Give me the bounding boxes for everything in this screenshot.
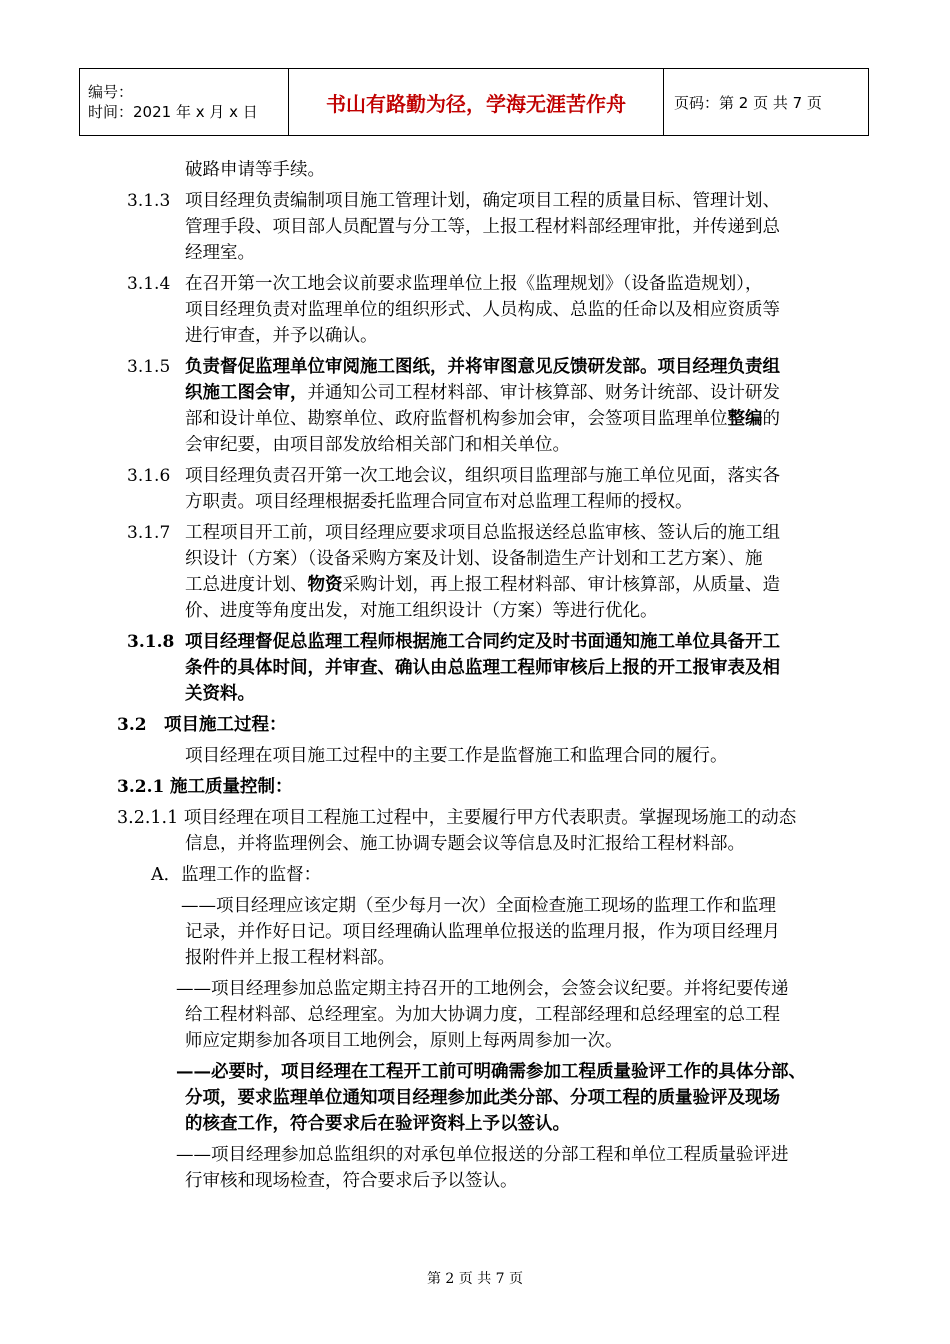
paragraph-line: 进行审查，并予以确认。 bbox=[185, 326, 378, 346]
paragraph-line: 工程项目开工前，项目经理应要求项目总监报送经总监审核、签认后的施工组 bbox=[185, 523, 780, 543]
section-number: 3.2.1 bbox=[117, 777, 165, 797]
header-meta bbox=[80, 69, 289, 136]
paragraph-line: 报附件并上报工程材料部。 bbox=[185, 948, 395, 968]
paragraph-line: 项目经理督促总监理工程师根据施工合同约定及时书面通知施工单位具备开工 bbox=[185, 632, 780, 652]
paragraph-line: 记录，并作好日记。项目经理确认监理单位报送的监理月报，作为项目经理月 bbox=[185, 922, 780, 942]
paragraph-line: 项目经理负责召开第一次工地会议，组织项目监理部与施工单位见面，落实各 bbox=[185, 466, 780, 486]
paragraph-line: ——项目经理应该定期（至少每月一次）全面检查施工现场的监理工作和监理 bbox=[181, 896, 776, 916]
text-run: 的 bbox=[762, 409, 780, 429]
paragraph-line: 管理手段、项目部人员配置与分工等，上报工程材料部经理审批，并传递到总 bbox=[185, 217, 780, 237]
paragraph-line: 行审核和现场检查，符合要求后予以签认。 bbox=[185, 1171, 518, 1191]
section-heading: 项目施工过程： bbox=[164, 715, 287, 735]
bold-text: 物资 bbox=[307, 575, 343, 595]
paragraph-line: 负责督促监理单位审阅施工图纸，并将审图意见反馈研发部。项目经理负责组 bbox=[185, 357, 780, 377]
header-motto: 书山有路勤为径，学海无涯苦作舟 bbox=[289, 69, 664, 136]
paragraph-line: 会审纪要，由项目部发放给相关部门和相关单位。 bbox=[185, 435, 570, 455]
section-number: 3.1.8 bbox=[127, 632, 175, 652]
paragraph-line: 给工程材料部、总经理室。为加大协调力度，工程部经理和总经理室的总工程 bbox=[185, 1005, 780, 1025]
paragraph-line: ——项目经理参加总监组织的对承包单位报送的分部工程和单位工程质量验评进 bbox=[176, 1145, 789, 1165]
paragraph-line: 分项，要求监理单位通知项目经理参加此类分部、分项工程的质量验评及现场 bbox=[185, 1088, 780, 1108]
paragraph-line: 师应定期参加各项目工地例会，原则上每两周参加一次。 bbox=[185, 1031, 623, 1051]
bold-text: 织施工图会审， bbox=[185, 383, 308, 403]
paragraph-line bbox=[185, 382, 780, 404]
paragraph-line: 项目经理负责编制项目施工管理计划，确定项目工程的质量目标、管理计划、 bbox=[185, 191, 780, 211]
paragraph-line: 方职责。项目经理根据委托监理合同宣布对总监理工程师的授权。 bbox=[185, 492, 693, 512]
paragraph-line: 价、进度等角度出发，对施工组织设计（方案）等进行优化。 bbox=[185, 601, 658, 621]
paragraph-line: 织设计（方案）（设备采购方案及计划、设备制造生产计划和工艺方案）、施 bbox=[185, 549, 763, 569]
section-number: 3.1.4 bbox=[127, 274, 171, 294]
subsection-heading: A．监理工作的监督： bbox=[151, 865, 322, 885]
section-number: 3.1.5 bbox=[127, 357, 171, 377]
page-footer: 第 2 页 共 7 页 bbox=[426, 1271, 524, 1287]
paragraph-line bbox=[185, 408, 780, 430]
paragraph-line: ——必要时，项目经理在工程开工前可明确需参加工程质量验评工作的具体分部、 bbox=[176, 1062, 806, 1082]
paragraph-line: 破路申请等手续。 bbox=[185, 160, 325, 180]
paragraph-line: 在召开第一次工地会议前要求监理单位上报《监理规划》（设备监造规划）， bbox=[185, 274, 763, 294]
text-run: 部和设计单位、勘察单位、政府监督机构参加会审，会签项目监理单位 bbox=[185, 409, 728, 429]
text-run: 工总进度计划、 bbox=[185, 575, 308, 595]
text-run: 采购计划，再上报工程材料部、审计核算部，从质量、造 bbox=[342, 575, 780, 595]
text-run: 并通知公司工程材料部、审计核算部、财务计统部、设计研发 bbox=[307, 383, 780, 403]
paragraph-line: ——项目经理参加总监定期主持召开的工地例会，会签会议纪要。并将纪要传递 bbox=[176, 979, 789, 999]
header-table bbox=[79, 68, 869, 136]
section-heading: 施工质量控制： bbox=[170, 777, 293, 797]
paragraph-line: 经理室。 bbox=[185, 243, 255, 263]
paragraph-line bbox=[185, 574, 780, 596]
bold-text: 整编 bbox=[727, 409, 763, 429]
paragraph-line: 项目经理负责对监理单位的组织形式、人员构成、总监的任命以及相应资质等 bbox=[185, 300, 780, 320]
paragraph-line: 关资料。 bbox=[185, 684, 255, 704]
paragraph-line: 3.2.1.1 项目经理在项目工程施工过程中，主要履行甲方代表职责。掌握现场施工的动态 bbox=[117, 808, 797, 828]
section-number: 3.2 bbox=[117, 715, 147, 735]
header-page-info: 页码：第 2 页 共 7 页 bbox=[664, 69, 869, 136]
section-number: 3.1.6 bbox=[127, 466, 171, 486]
paragraph-line: 条件的具体时间，并审查、确认由总监理工程师审核后上报的开工报审表及相 bbox=[185, 658, 780, 678]
paragraph-line: 的核查工作，符合要求后在验评资料上予以签认。 bbox=[185, 1114, 570, 1134]
paragraph-line: 项目经理在项目施工过程中的主要工作是监督施工和监理合同的履行。 bbox=[185, 746, 728, 766]
section-number: 3.1.7 bbox=[127, 523, 171, 543]
paragraph-line: 信息，并将监理例会、施工协调专题会议等信息及时汇报给工程材料部。 bbox=[185, 834, 745, 854]
section-number: 3.1.3 bbox=[127, 191, 171, 211]
doc-date-label: 时间：2021 年 x 月 x 日 bbox=[88, 103, 258, 121]
doc-number-label: 编号： bbox=[88, 83, 134, 101]
